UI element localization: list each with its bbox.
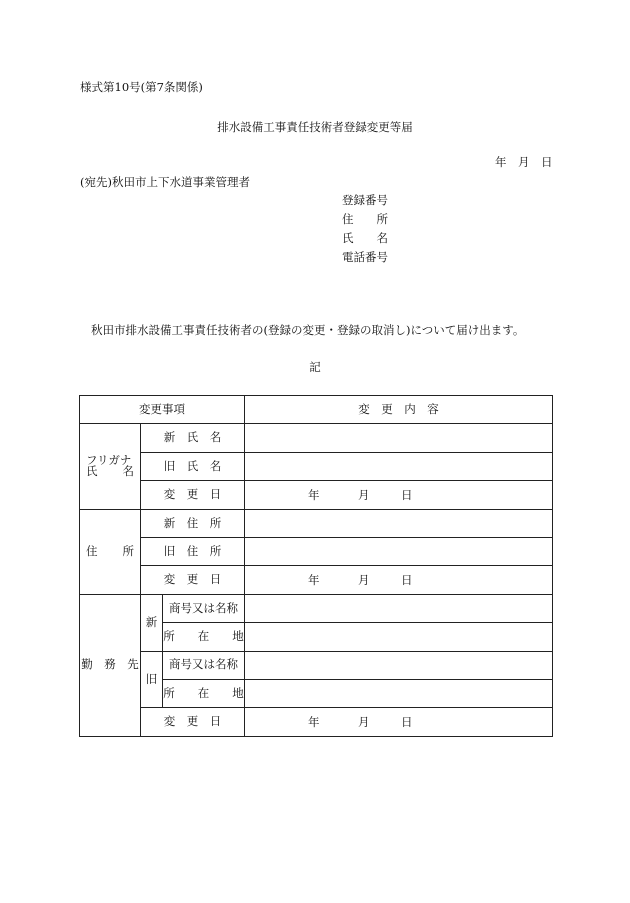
- table-row: [80, 481, 553, 509]
- new-name-field[interactable]: [245, 424, 553, 452]
- name-change-date-label: 変 更 日: [141, 481, 245, 509]
- name-label: [80, 466, 140, 478]
- table-row: [80, 537, 553, 565]
- old-address-field[interactable]: [245, 537, 553, 565]
- new-address-field[interactable]: [245, 509, 553, 537]
- table-row: [80, 594, 553, 622]
- workplace-change-date-field[interactable]: [245, 708, 553, 736]
- table-header-row: [80, 396, 553, 424]
- furigana-label: フリガナ: [86, 452, 132, 467]
- old-mark: 旧: [141, 651, 163, 708]
- old-location-label: 所 在 地: [163, 679, 245, 707]
- old-trade-name-label: 商号又は名称: [163, 651, 245, 679]
- day-label: 日: [401, 488, 413, 503]
- new-trade-name-label: 商号又は名称: [163, 594, 245, 622]
- new-location-field[interactable]: [245, 623, 553, 651]
- year-label: 年: [308, 488, 320, 503]
- name-group-label: [80, 424, 141, 509]
- old-trade-name-field[interactable]: [245, 651, 553, 679]
- year-label: 年: [308, 715, 320, 730]
- new-trade-name-field[interactable]: [245, 594, 553, 622]
- day-label: 日: [401, 573, 413, 588]
- day-label: 日: [401, 715, 413, 730]
- table-row: [80, 424, 553, 452]
- old-name-label: 旧 氏 名: [141, 452, 245, 480]
- statement-text: 秋田市排水設備工事責任技術者の(登録の変更・登録の取消し)について届け出ます。: [91, 323, 525, 337]
- name-label-a: 氏: [86, 464, 98, 479]
- form-number: 様式第10号(第7条関係): [80, 80, 203, 94]
- address-change-date-label: 変 更 日: [141, 566, 245, 594]
- month-label: 月: [358, 488, 370, 503]
- table-row: [80, 651, 553, 679]
- registration-number-label: 登録番号: [342, 193, 388, 207]
- address-group-label: [80, 509, 141, 594]
- applicant-address-label: 住 所: [342, 212, 388, 226]
- workplace-change-date-label: 変 更 日: [141, 708, 245, 736]
- old-location-field[interactable]: [245, 679, 553, 707]
- address-label-a: 住: [86, 543, 98, 558]
- table-row: [80, 509, 553, 537]
- header-change-content: 変 更 内 容: [245, 396, 553, 424]
- new-address-label: 新 住 所: [141, 509, 245, 537]
- phone-number-label: 電話番号: [342, 250, 388, 264]
- addressee: (宛先)秋田市上下水道事業管理者: [80, 175, 250, 189]
- month-label: 月: [358, 715, 370, 730]
- ki-mark: 記: [309, 360, 321, 374]
- submission-date: 年 月 日: [495, 155, 553, 169]
- name-change-date-field[interactable]: [245, 481, 553, 509]
- form-title: 排水設備工事責任技術者登録変更等届: [217, 120, 413, 134]
- old-name-field[interactable]: [245, 452, 553, 480]
- new-location-label: 所 在 地: [163, 623, 245, 651]
- month-label: 月: [358, 573, 370, 588]
- address-label-b: 所: [122, 543, 134, 558]
- change-table: [79, 395, 553, 737]
- old-address-label: 旧 住 所: [141, 537, 245, 565]
- year-label: 年: [308, 573, 320, 588]
- address-label: [80, 543, 140, 558]
- name-label-b: 名: [122, 464, 134, 479]
- table-row: [80, 566, 553, 594]
- table-row: [80, 452, 553, 480]
- header-change-item: 変更事項: [80, 396, 245, 424]
- applicant-name-label: 氏 名: [342, 231, 388, 245]
- new-mark: 新: [141, 594, 163, 651]
- address-change-date-field[interactable]: [245, 566, 553, 594]
- workplace-group-label: 勤 務 先: [80, 594, 141, 736]
- new-name-label: 新 氏 名: [141, 424, 245, 452]
- table-row: [80, 708, 553, 736]
